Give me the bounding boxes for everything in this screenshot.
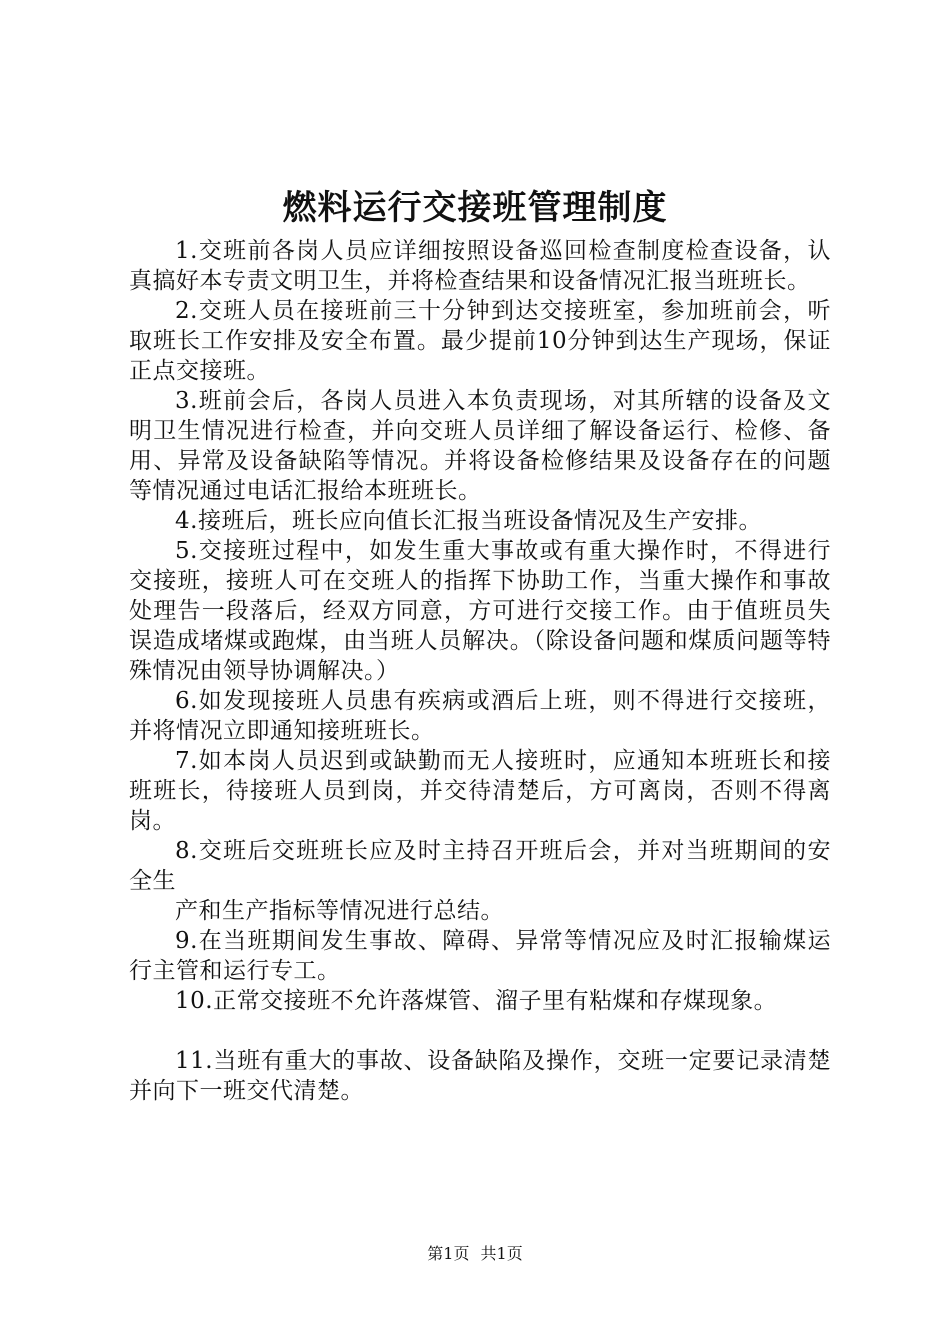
paragraph-7: 7.如本岗人员迟到或缺勤而无人接班时，应通知本班班长和接班班长，待接班人员到岗，并交待清楚后，方可离岗，否则不得离岗。	[129, 748, 831, 834]
paragraph-4: 4.接班后，班长应向值长汇报当班设备情况及生产安排。	[175, 508, 762, 534]
paragraph-5: 5.交接班过程中，如发生重大事故或有重大操作时，不得进行交接班，接班人可在交班人的指挥下协助工作，当重大操作和事故处理告一段落后，经双方同意，方可进行交接工作。由于值班员失误造成堵煤或跑煤，由当班人员解决。（除设备问题和煤质问题等特殊情况由领导协调解决。）	[129, 538, 831, 684]
paragraph-8: 8.交班后交班班长应及时主持召开班后会，并对当班期间的安全生	[129, 838, 831, 894]
paragraph-3: 3.班前会后，各岗人员进入本负责现场，对其所辖的设备及文明卫生情况进行检查，并向交班人员详细了解设备运行、检修、备用、异常及设备缺陷等情况。并将设备检修结果及设备存在的问题等情况通过电话汇报给本班班长。	[129, 388, 831, 504]
paragraph-6: 6.如发现接班人员患有疾病或酒后上班，则不得进行交接班，并将情况立即通知接班班长。	[129, 688, 831, 744]
paragraph-9: 9.在当班期间发生事故、障碍、异常等情况应及时汇报输煤运行主管和运行专工。	[129, 928, 831, 984]
paragraph-1: 1.交班前各岗人员应详细按照设备巡回检查制度检查设备，认真搞好本专责文明卫生，并将检查结果和设备情况汇报当班班长。	[129, 238, 831, 294]
paragraph-8-continued: 产和生产指标等情况进行总结。	[175, 898, 504, 924]
page-footer	[0, 1243, 950, 1265]
paragraph-2: 2.交班人员在接班前三十分钟到达交接班室，参加班前会，听取班长工作安排及安全布置。最少提前10分钟到达生产现场，保证正点交接班。	[129, 298, 831, 384]
page-total: 共1页	[480, 1244, 523, 1263]
page-number: 第1页	[427, 1244, 470, 1263]
paragraph-10: 10.正常交接班不允许落煤管、溜子里有粘煤和存煤现象。	[175, 988, 778, 1014]
paragraph-spacer	[129, 1016, 831, 1046]
document-title: 燃料运行交接班管理制度	[282, 188, 668, 228]
document-body	[129, 236, 831, 1106]
paragraph-11: 11.当班有重大的事故、设备缺陷及操作，交班一定要记录清楚并向下一班交代清楚。	[129, 1048, 831, 1104]
